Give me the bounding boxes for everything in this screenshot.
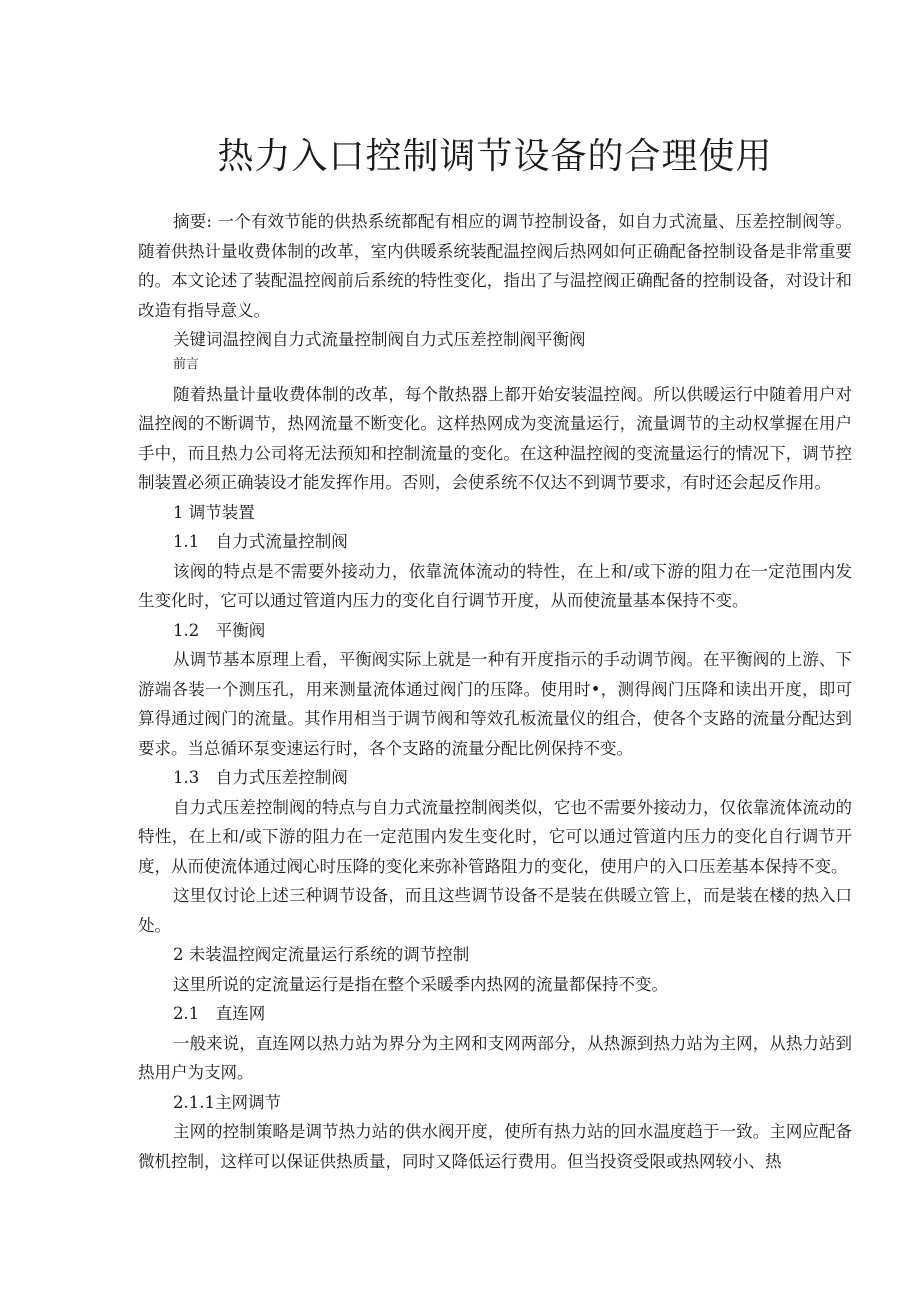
paragraph-2-1-1: 主网的控制策略是调节热力站的供水阀开度，使所有热力站的回水温度趋于一致。主网应配备微机控制，这样可以保证供热质量，同时又降低运行费用。但当投资受限或热网较小、热 xyxy=(138,1122,852,1171)
subsection-heading-2-1-1: 2.1.1主网调节 xyxy=(173,1092,281,1112)
keywords-line: 关键词温控阀自力式流量控制阀自力式压差控制阀平衡阀 xyxy=(173,330,586,349)
document-body xyxy=(138,207,852,1176)
document-title: 热力入口控制调节设备的合理使用 xyxy=(217,136,773,177)
preface-heading: 前言 xyxy=(173,356,200,372)
subsection-heading-1-1: 1.1 自力式流量控制阀 xyxy=(173,532,348,551)
paragraph-1-3: 自力式压差控制阀的特点与自力式流量控制阀类似，它也不需要外接动力，仅依靠流体流动的特性，在上和/或下游的阻力在一定范围内发生变化时，它可以通过管道内压力的变化自行调节开度，从而使流体通过阀心时压降的变化来弥补管路阻力的变化，使用户的入口压差基本保持不变。 xyxy=(138,797,852,876)
subsection-heading-2-1: 2.1 直连网 xyxy=(173,1004,266,1023)
paragraph-1-1: 该阀的特点是不需要外接动力，依靠流体流动的特性，在上和/或下游的阻力在一定范围内发生变化时，它可以通过管道内压力的变化自行调节开度，从而使流量基本保持不变。 xyxy=(138,561,852,610)
section-heading-1: 1 调节装置 xyxy=(173,502,255,522)
paragraph-2: 这里所说的定流量运行是指在整个采暖季内热网的流量都保持不变。 xyxy=(173,974,668,994)
subsection-heading-1-2: 1.2 平衡阀 xyxy=(173,620,266,640)
preface-paragraph: 随着热量计量收费体制的改革，每个散热器上都开始安装温控阀。所以供暖运行中随着用户对温控阀的不断调节，热网流量不断变化。这样热网成为变流量运行，流量调节的主动权掌握在用户手中，而且热力公司将无法预知和控制流量的变化。在这种温控阀的变流量运行的情况下，调节控制装置必须正确装设才能发挥作用。否则，会使系统不仅达不到调节要求，有时还会起反作用。 xyxy=(138,384,852,492)
subsection-heading-1-3: 1.3 自力式压差控制阀 xyxy=(173,768,348,787)
paragraph-2-1: 一般来说，直连网以热力站为界分为主网和支网两部分，从热源到热力站为主网，从热力站到热用户为支网。 xyxy=(138,1033,852,1082)
paragraph-1-note: 这里仅讨论上述三种调节设备，而且这些调节设备不是装在供暖立管上，而是装在楼的热入口处。 xyxy=(138,886,852,935)
section-heading-2: 2 未装温控阀定流量运行系统的调节控制 xyxy=(173,945,470,964)
abstract-paragraph: 摘要: 一个有效节能的供热系统都配有相应的调节控制设备，如自力式流量、压差控制阀等。随着供热计量收费体制的改革，室内供暖系统装配温控阀后热网如何正确配备控制设备是非常重要的。本文论述了装配温控阀前后系统的特性变化，指出了与温控阀正确配备的控制设备，对设计和改造有指导意义。 xyxy=(138,212,852,320)
paragraph-1-2: 从调节基本原理上看，平衡阀实际上就是一种有开度指示的手动调节阀。在平衡阀的上游、下游端各装一个测压孔，用来测量流体通过阀门的压降。使用时•，测得阀门压降和读出开度，即可算得通过阀门的流量。其作用相当于调节阀和等效孔板流量仪的组合，使各个支路的流量分配达到要求。当总循环泵变速运行时，各个支路的流量分配比例保持不变。 xyxy=(138,650,852,758)
